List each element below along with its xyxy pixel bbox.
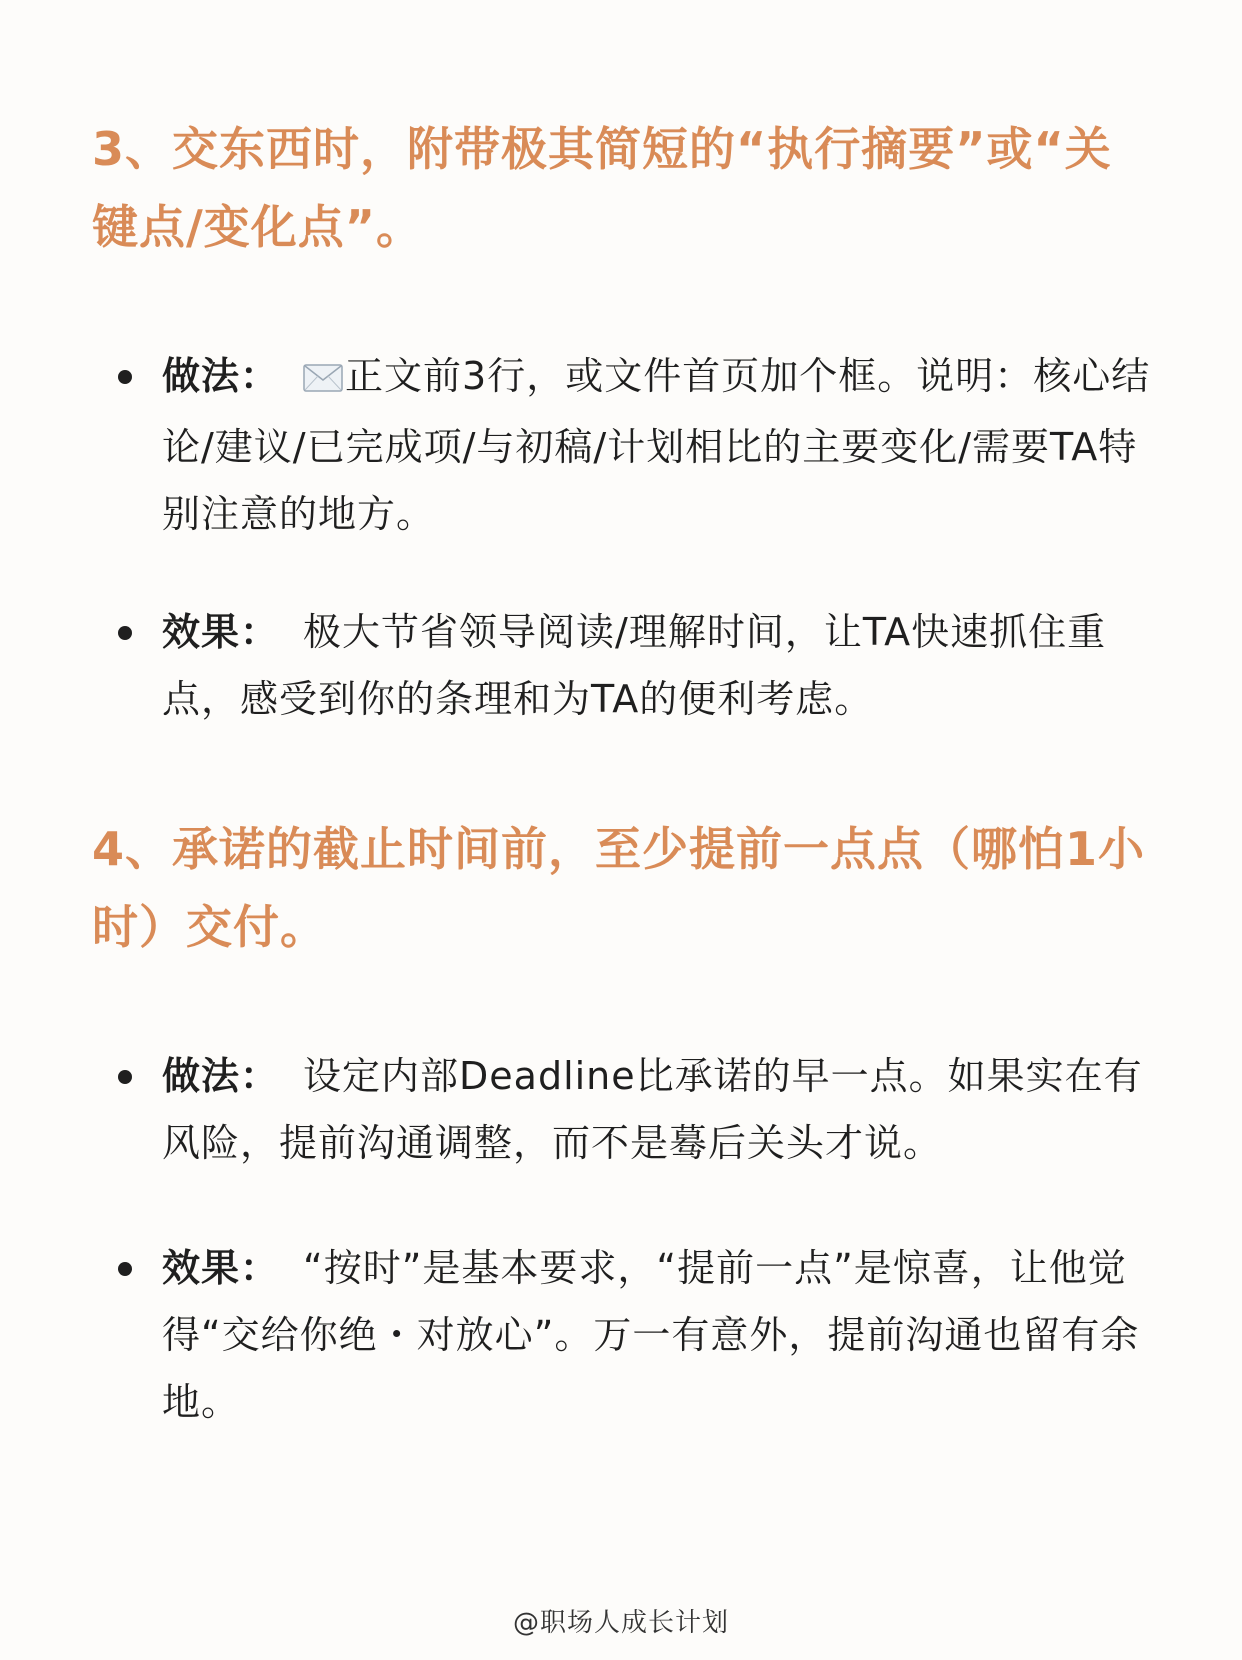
section-4-effect	[162, 1235, 1152, 1436]
envelope-icon	[303, 347, 343, 414]
bullet-dot	[118, 1262, 132, 1276]
section-4-method	[162, 1043, 1152, 1177]
method-label: 做法：	[162, 354, 280, 398]
bullet-dot	[118, 626, 132, 640]
method-text: 正文前3行，或文件首页加个框。说明：核心结论/建议/已完成项/与初稿/计划相比的主要变化/需要TA特别注意的地方。	[162, 354, 1151, 536]
method-text: 设定内部Deadline比承诺的早一点。如果实在有风险，提前沟通调整，而不是蓦后关头才说。	[162, 1054, 1143, 1165]
effect-text: “按时”是基本要求，“提前一点”是惊喜，让他觉得“交给你绝・对放心”。万一有意外，提前沟通也留有余地。	[162, 1246, 1140, 1424]
section-3-effect	[162, 599, 1152, 733]
method-label: 做法：	[162, 1054, 280, 1098]
section-3-heading: 3、交东西时，附带极其简短的“执行摘要”或“关键点/变化点”。	[92, 122, 1112, 254]
section-4-heading: 4、承诺的截止时间前，至少提前一点点（哪怕1小时）交付。	[92, 822, 1146, 954]
effect-label: 效果：	[162, 1246, 280, 1290]
section-3-method	[162, 343, 1152, 548]
effect-label: 效果：	[162, 610, 280, 654]
author-watermark: @职场人成长计划	[512, 1608, 729, 1638]
effect-text: 极大节省领导阅读/理解时间，让TA快速抓住重点，感受到你的条理和为TA的便利考虑。	[162, 610, 1107, 721]
bullet-dot	[118, 370, 132, 384]
bullet-dot	[118, 1070, 132, 1084]
